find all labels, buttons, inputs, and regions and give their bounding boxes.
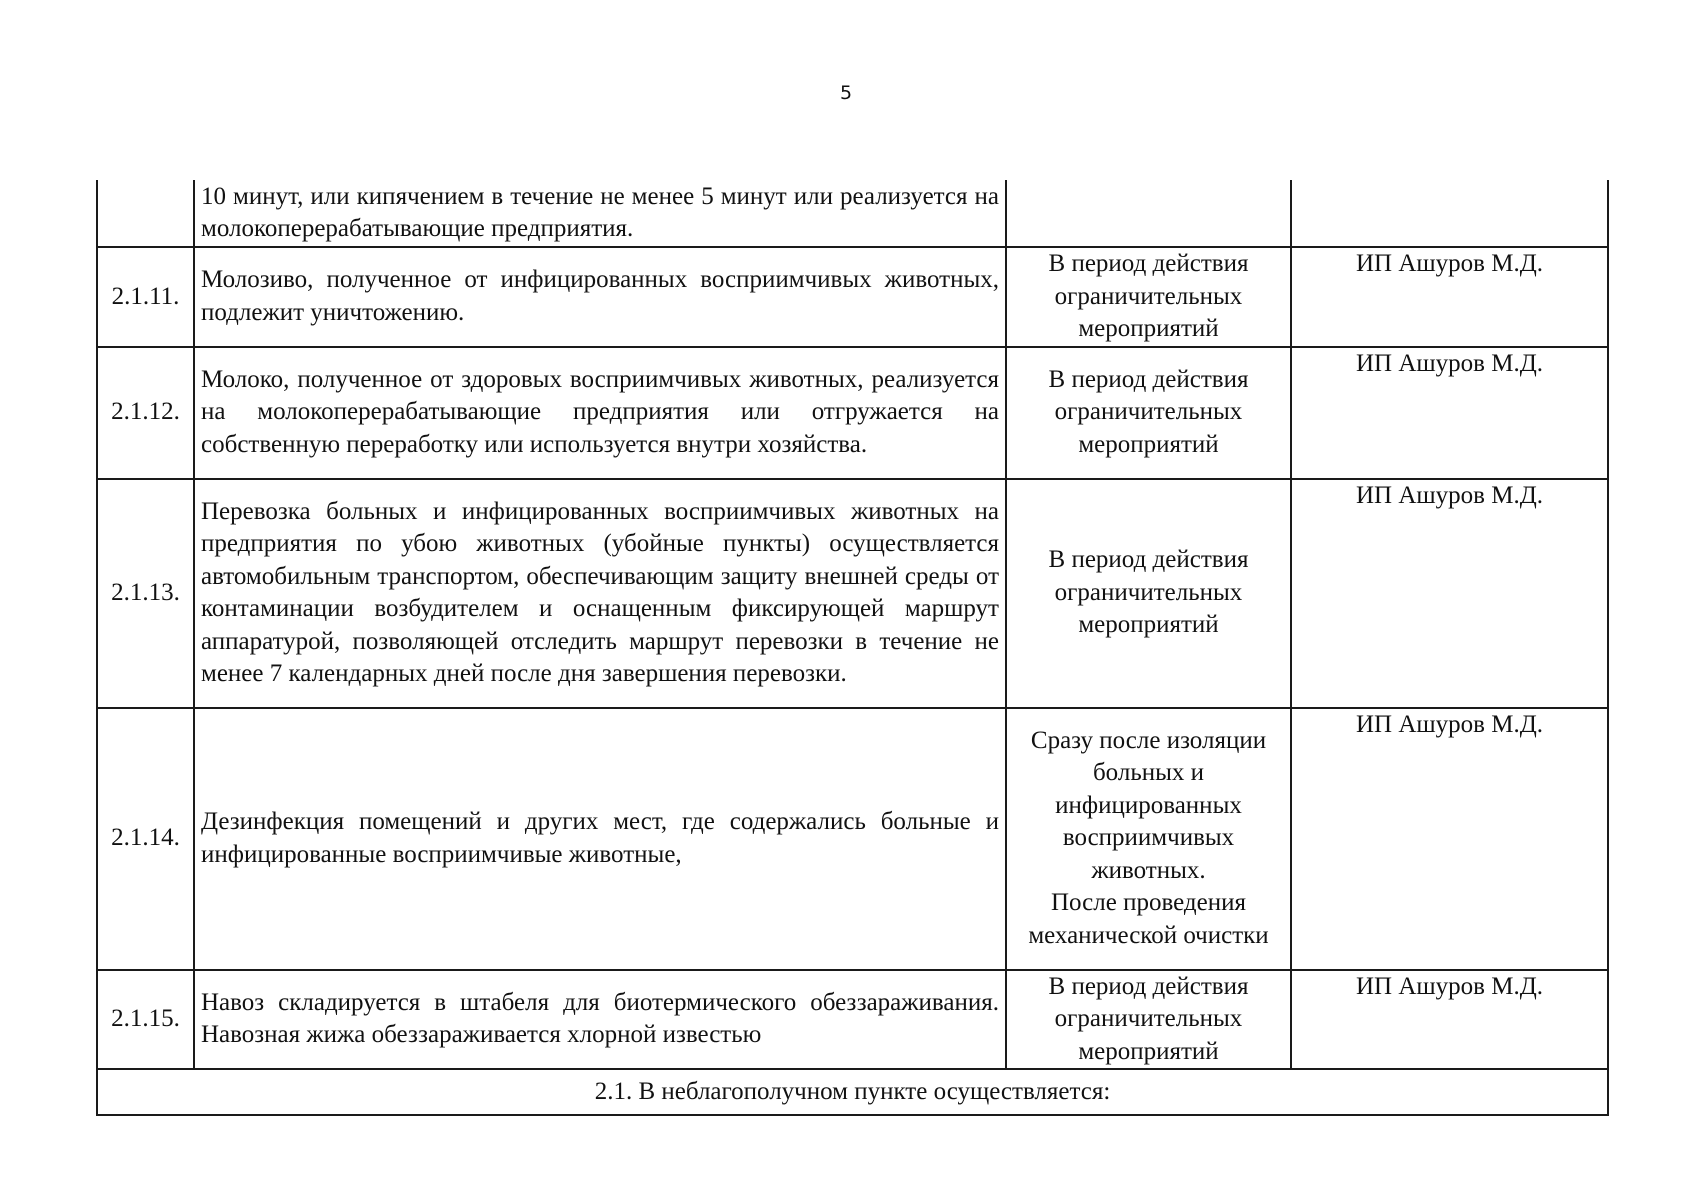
page-number: 5 bbox=[839, 82, 853, 104]
table-row bbox=[97, 708, 1608, 970]
row-number: 2.1.15. bbox=[97, 970, 194, 1070]
section-footer-row bbox=[97, 1069, 1608, 1115]
table-row bbox=[97, 180, 1608, 247]
measure-text: 10 минут, или кипячением в течение не менее 5 минут или реализуется на молокоперерабатывающие предприятия. bbox=[194, 180, 1006, 247]
measure-period-line: После проведения механической очистки bbox=[1028, 889, 1269, 949]
row-number: 2.1.13. bbox=[97, 479, 194, 708]
measure-text: Молоко, полученное от здоровых восприимчивых животных, реализуется на молокоперерабатывающие предприятия или отгружается на собственную переработку или используется внутри хозяйства. bbox=[194, 347, 1006, 479]
responsible-party: ИП Ашуров М.Д. bbox=[1291, 247, 1608, 347]
row-number: 2.1.14. bbox=[97, 708, 194, 970]
table-row bbox=[97, 479, 1608, 708]
responsible-party: ИП Ашуров М.Д. bbox=[1291, 970, 1608, 1070]
measure-period bbox=[1006, 180, 1291, 247]
responsible-party: ИП Ашуров М.Д. bbox=[1291, 708, 1608, 970]
measure-text: Молозиво, полученное от инфицированных восприимчивых животных, подлежит уничтожению. bbox=[194, 247, 1006, 347]
measure-period: В период действия ограничительных мероприятий bbox=[1006, 347, 1291, 479]
measure-text: Навоз складируется в штабеля для биотермического обеззараживания. Навозная жижа обеззараживается хлорной известью bbox=[194, 970, 1006, 1070]
measure-period: В период действия ограничительных мероприятий bbox=[1006, 970, 1291, 1070]
responsible-party: ИП Ашуров М.Д. bbox=[1291, 479, 1608, 708]
measure-text: Перевозка больных и инфицированных восприимчивых животных на предприятия по убою животных (убойные пункты) осуществляется автомобильным транспортом, обеспечивающим защиту внешней среды от контаминации возбудителем и оснащенным фиксирующей маршрут аппаратурой, позволяющей отследить маршрут перевозки в течение не менее 7 календарных дней после дня завершения перевозки. bbox=[194, 479, 1006, 708]
measure-period: В период действия ограничительных мероприятий bbox=[1006, 247, 1291, 347]
table-row bbox=[97, 970, 1608, 1070]
measure-text: Дезинфекция помещений и других мест, где содержались больные и инфицированные восприимчивые животные, bbox=[194, 708, 1006, 970]
table-row bbox=[97, 347, 1608, 479]
responsible-party: ИП Ашуров М.Д. bbox=[1291, 347, 1608, 479]
table-row bbox=[97, 247, 1608, 347]
row-number: 2.1.12. bbox=[97, 347, 194, 479]
measure-period: В период действия ограничительных мероприятий bbox=[1006, 479, 1291, 708]
measures-table bbox=[96, 180, 1609, 1116]
row-number bbox=[97, 180, 194, 247]
responsible-party bbox=[1291, 180, 1608, 247]
measure-period bbox=[1006, 708, 1291, 970]
row-number: 2.1.11. bbox=[97, 247, 194, 347]
measure-period-line: Сразу после изоляции больных и инфицированных восприимчивых животных. bbox=[1030, 726, 1267, 884]
section-footer-text: 2.1. В неблагополучном пункте осуществляется: bbox=[97, 1069, 1608, 1115]
